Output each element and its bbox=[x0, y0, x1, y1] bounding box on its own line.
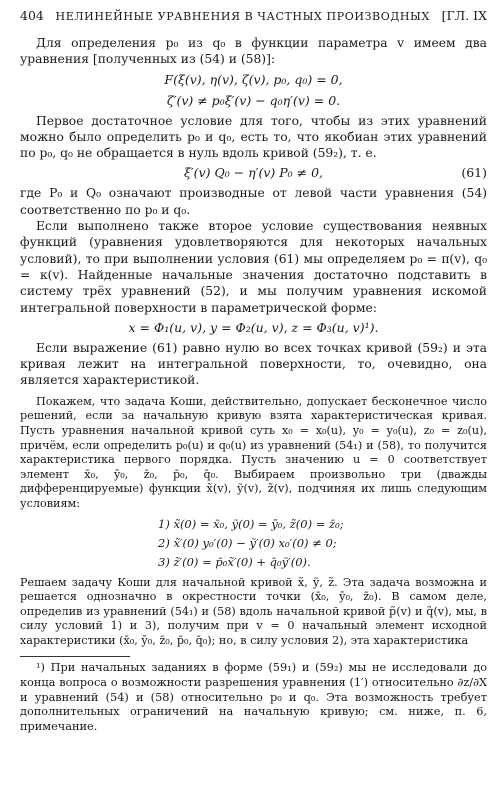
page-number: 404 bbox=[20, 8, 44, 23]
paragraph-intro: Для определения p₀ из q₀ в функции параметра v имеем два уравнения [полученных из (54) и (58)]: bbox=[20, 36, 487, 67]
paragraph-jacobian-condition: Первое достаточное условие для того, чтобы из этих уравнений можно было определить p₀ и q₀, есть то, что якобиан этих уравнений по p₀, q₀ не обращается в нуль вдоль кривой (59₂), т. е. bbox=[20, 113, 487, 161]
small-print-section bbox=[20, 395, 487, 649]
paragraph-cauchy-problem: Покажем, что задача Коши, действительно, допускает бесконечное число решений, если за начальную кривую взята характеристическая кривая. Пусть уравнения начальной кривой суть x₀ = x₀(u), y₀ = y₀(u), z₀ = z₀(u), причём, если определить p₀(u) и q₀(u) из уравнений (54₁) и (58), то получится характеристика первого порядка. Пусть значению u = 0 соответствует элемент x̄₀, ȳ₀, z̄₀, p̄₀, q̄₀. Выбираем произвольно три (дважды дифференцируемые) функции x̃(v), ỹ(v), z̃(v), подчиняя их лишь следующим условиям: bbox=[20, 394, 487, 510]
conditions-list bbox=[158, 515, 487, 572]
condition-3: 3) z̃′(0) = p̄₀x̃′(0) + q̄₀ỹ′(0). bbox=[158, 554, 311, 569]
running-title: НЕЛИНЕЙНЫЕ УРАВНЕНИЯ В ЧАСТНЫХ ПРОИЗВОДНЫХ bbox=[55, 10, 430, 23]
condition-2: 2) x̃′(0) y₀′(0) − ỹ′(0) x₀′(0) ≠ 0; bbox=[158, 535, 337, 550]
equation-surface: x = Φ₁(u, v), y = Φ₂(u, v), z = Φ₃(u, v)¹). bbox=[128, 319, 379, 335]
equation-system-line-1: F(ξ(v), η(v), ζ(v), p₀, q₀) = 0, bbox=[164, 71, 343, 87]
equation-61-number: (61) bbox=[461, 165, 487, 181]
paragraph-characteristic: Если выражение (61) равно нулю во всех точках кривой (59₂) и эта кривая лежит на интегральной поверхности, то, очевидно, она является характеристикой. bbox=[20, 340, 487, 388]
equation-61 bbox=[20, 164, 487, 182]
footnote-divider bbox=[20, 656, 130, 657]
condition-1: 1) x̃(0) = x̄₀, ỹ(0) = ȳ₀, z̃(0) = z̄₀; bbox=[158, 516, 344, 531]
paragraph-second-condition: Если выполнено также второе условие существования неявных функций (уравнения удовлетворяются для некоторых начальных условий), то при выполнении условия (61) мы определяем p₀ = π(v), q₀ = κ(v). Найденные начальные значения достаточно подставить в систему трёх уравнений (52), и мы получим уравнения искомой интегральной поверхности в параметрической форме: bbox=[20, 219, 487, 315]
chapter-label: [ГЛ. IX bbox=[441, 8, 487, 23]
footnote-text: ¹) При начальных заданиях в форме (59₁) и (59₂) мы не исследовали до конца вопроса о возможности разрешения уравнения (1′) относительно ∂z/∂X и уравнений (54) и (58) относительно p₀ и q₀. Эта возможность требует дополнительных ограничений на начальную кривую; см. ниже, п. 6, примечание. bbox=[20, 661, 487, 733]
footnote bbox=[20, 661, 487, 734]
equation-61-body: ξ′(v) Q₀ − η′(v) P₀ ≠ 0, bbox=[183, 165, 324, 181]
paragraph-p0-q0-definition: где P₀ и Q₀ означают производные от левой части уравнения (54) соответственно по p₀ и q₀. bbox=[20, 186, 487, 217]
paragraph-solution: Решаем задачу Коши для начальной кривой x̃, ỹ, z̃. Эта задача возможна и решается однозначно в окрестности точки (x̄₀, ȳ₀, z̄₀). В самом деле, определив из уравнений (54₁) и (58) вдоль начальной кривой p̃(v) и q̃(v), мы, в силу условий 1) и 3), получим при v = 0 начальный элемент исходной характеристики (x̄₀, ȳ₀, z̄₀, p̄₀, q̄₀); но, в силу условия 2), эта характеристика bbox=[20, 575, 487, 647]
equation-system-line-2: ζ′(v) ≠ p₀ξ′(v) − q₀η′(v) = 0. bbox=[166, 92, 341, 108]
running-header bbox=[20, 8, 487, 23]
